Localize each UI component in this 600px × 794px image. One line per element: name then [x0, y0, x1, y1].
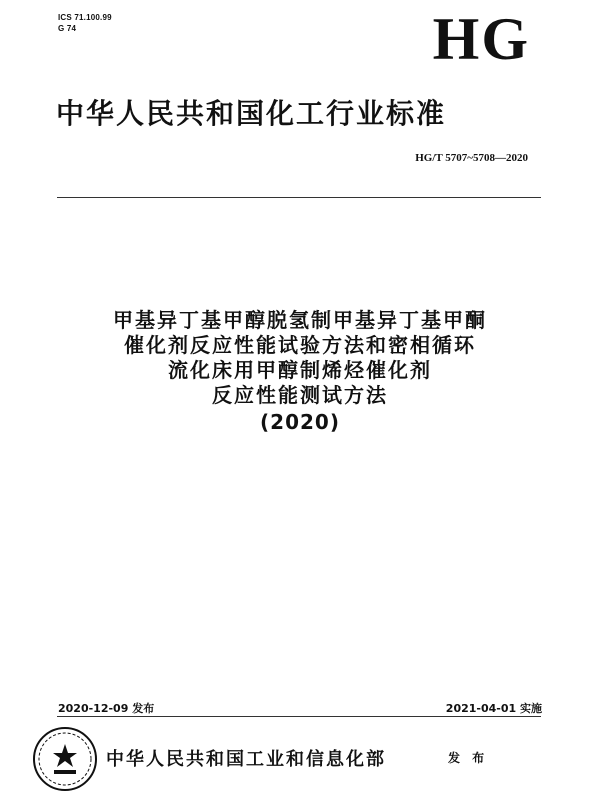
hg-logo: HG — [432, 6, 530, 72]
ics-code: ICS 71.100.99 — [58, 13, 112, 22]
top-divider — [57, 197, 541, 198]
title-line: 流化床用甲醇制烯烃催化剂 — [168, 358, 432, 382]
title-year: (2020) — [260, 410, 340, 434]
publisher-suffix: 发 布 — [448, 751, 489, 765]
publisher: 中华人民共和国工业和信息化部 — [106, 749, 386, 770]
document-title — [0, 308, 600, 436]
issue-date: 2020-12-09 发布 — [58, 702, 155, 715]
standard-number: HG/T 5707~5708—2020 — [415, 152, 528, 164]
national-emblem-icon — [30, 724, 100, 794]
title-line: 反应性能测试方法 — [212, 383, 388, 407]
classification-codes — [58, 12, 112, 34]
implement-date: 2021-04-01 实施 — [445, 702, 542, 715]
title-line: 甲基异丁基甲醇脱氢制甲基异丁基甲酮 — [113, 308, 487, 332]
ccs-code: G 74 — [58, 24, 77, 33]
title-line: 催化剂反应性能试验方法和密相循环 — [124, 333, 476, 357]
standard-name: 中华人民共和国化工行业标准 — [56, 97, 447, 130]
bottom-divider — [57, 716, 541, 717]
